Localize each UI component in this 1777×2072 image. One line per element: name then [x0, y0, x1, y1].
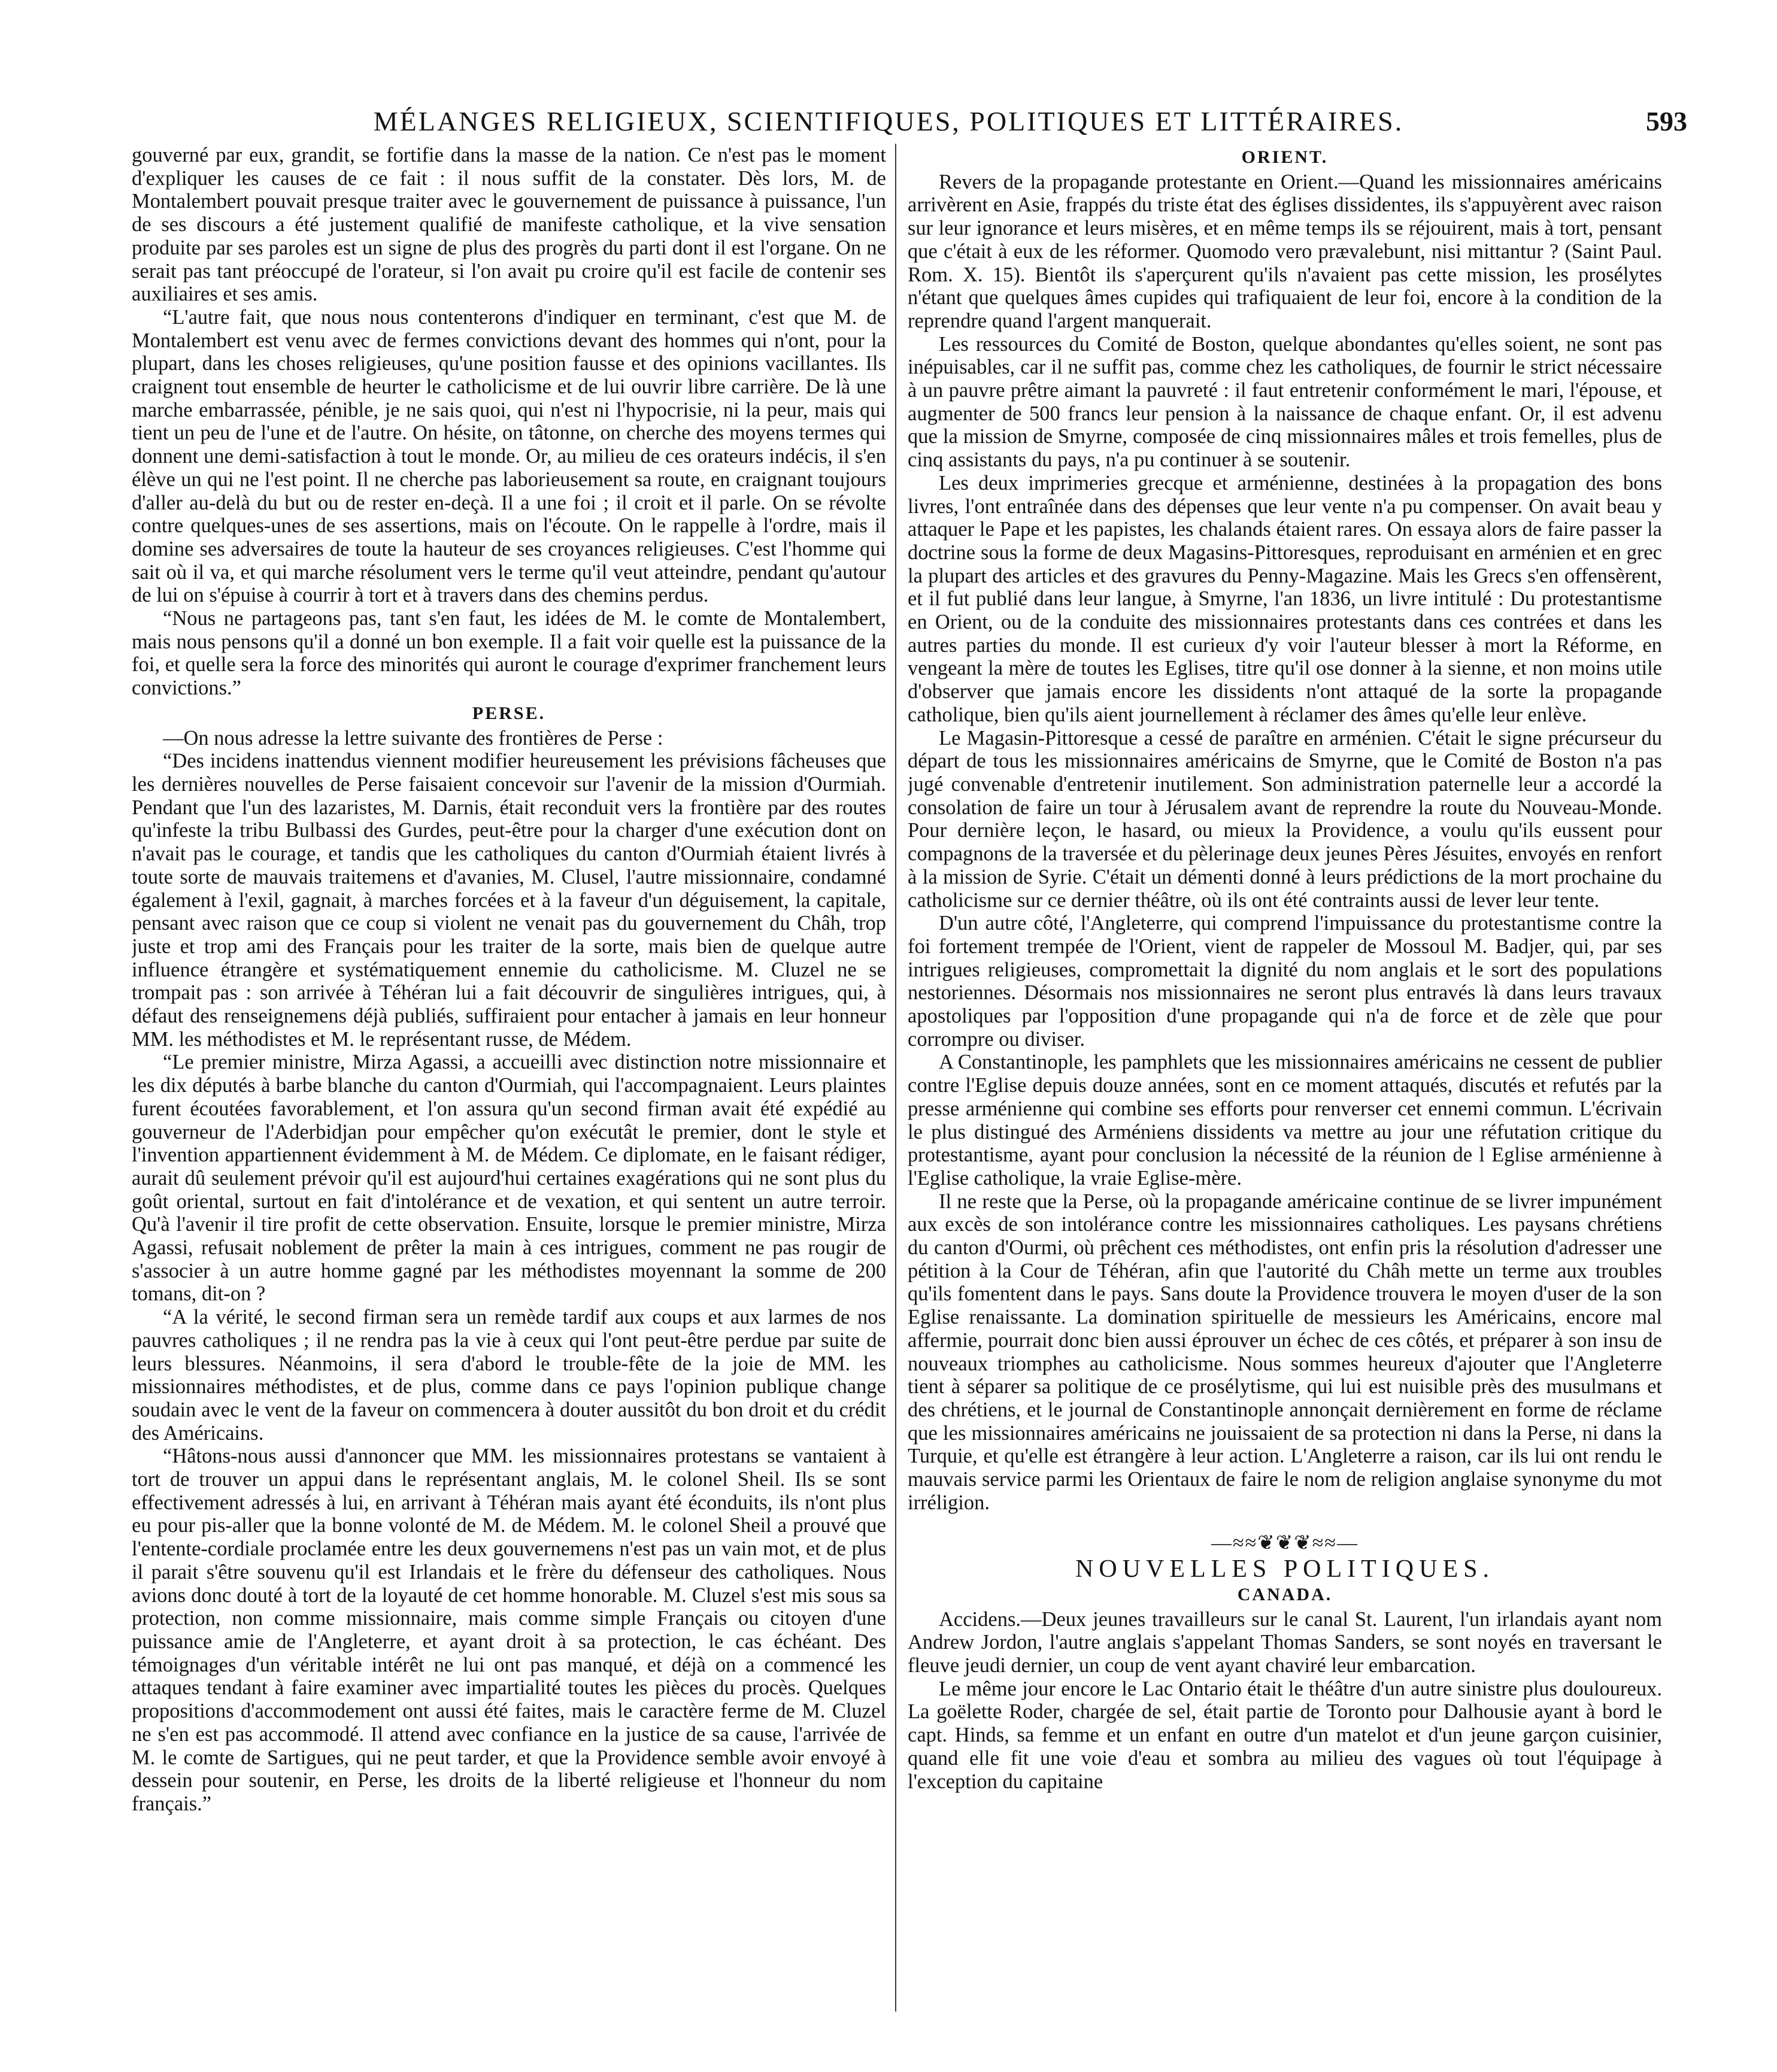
- section-heading-orient: ORIENT.: [1241, 147, 1329, 167]
- paragraph: “Nous ne partageons pas, tant s'en faut, les idées de M. le comte de Montalembert, mais nous pensons qu'il a donné un bon exemple. Il a fait voir quelle est la puissance de la foi, et quelle sera la force des minorités qui auront le courage d'exprimer franchement leurs convictions.”: [132, 607, 886, 700]
- paragraph: “L'autre fait, que nous nous contenterons d'indiquer en terminant, c'est que M. de Montalembert est venu avec de fermes convictions devant des hommes qui n'ont, pour la plupart, dans les choses religieuses, qu'une position fausse et des opinions vacillantes. Ils craignent tout ensemble de heurter le catholicisme et de lui ouvrir libre carrière. De là une marche embarrassée, pénible, je ne sais quoi, qui n'est ni l'hypocrisie, ni la peur, mais qui tient un peu de l'une et de l'autre. On hésite, on tâtonne, on cherche des moyens termes qui donnent une demi-satisfaction à tout le monde. Or, au milieu de ces orateurs indécis, il s'en élève un qui ne l'est point. Il ne cherche pas laborieusement sa route, en craignant toujours d'aller au-delà du but ou de rester en-deçà. Il a une foi ; il croit et il parle. On se révolte contre quelques-unes de ses assertions, mais on l'écoute. On le rappelle à l'ordre, mais il domine ses adversaires de toute la hauteur de ses croyances religieuses. C'est l'homme qui sait où il va, et qui marche résolument vers le terme qu'il veut atteindre, pendant qu'autour de lui on s'épuise à courrir à tort et à travers dans des chemins perdus.: [132, 305, 886, 607]
- ornament-divider: —≈≈❦❦❦≈≈—: [1211, 1532, 1359, 1555]
- right-column: [908, 144, 1662, 2047]
- page-number: 593: [1646, 106, 1687, 136]
- paragraph: —On nous adresse la lettre suivante des frontières de Perse :: [163, 726, 663, 750]
- section-heading-canada: CANADA.: [1237, 1584, 1333, 1604]
- paragraph: Il ne reste que la Perse, où la propagande américaine continue de se livrer impunément aux excès de son intolérance contre les missionnaires catholiques. Les paysans chrétiens du canton d'Ourmi, où prêchent ces méthodistes, ont enfin pris la résolution d'adresser une pétition à la Cour de Téhéran, afin que l'autorité du Châh mette un terme aux troubles qu'ils fomentent dans le pays. Sans doute la Providence trouvera le moyen d'user de la son Eglise renaissante. La domination spirituelle de messieurs les Américains, encore mal affermie, pourrait donc bien aussi éprouver un échec de ces côtés, et préparer à son insu de nouveaux triomphes au catholicisme. Nous sommes heureux d'ajouter que l'Angleterre tient à séparer sa politique de ce prosélytisme, qui lui est nuisible près des musulmans et des chrétiens, et le journal de Constantinople annonçait dernièrement en forme de réclame que les missionnaires américains ne jouissaient de sa protection ni dans la Perse, ni dans la Turquie, et qu'elle est étrangère à leur action. L'Angleterre a raison, car ils lui ont rendu le mauvais service parmi les Orientaux de faire le nom de religion anglaise synonyme du mot irréligion.: [908, 1190, 1662, 1514]
- paragraph: Accidens.—Deux jeunes travailleurs sur le canal St. Laurent, l'un irlandais ayant nom Andrew Jordon, l'autre anglais s'appelant Thomas Sanders, se sont noyés en traversant le fleuve jeudi dernier, un coup de vent ayant chaviré leur embarcation.: [908, 1607, 1662, 1677]
- paragraph: Revers de la propagande protestante en Orient.—Quand les missionnaires américains arrivèrent en Asie, frappés du triste état des églises dissidentes, ils s'appuyèrent avec raison sur leur ignorance et leurs misères, et en même temps ils se réjouirent, mais à tort, pensant que c'était à eux de les réformer. Quomodo vero prævalebunt, nisi mittantur ? (Saint Paul. Rom. X. 15). Bientôt ils s'aperçurent qu'ils n'avaient pas cette mission, les prosélytes n'étant que quelques âmes cupides qui trafiquaient de leur foi, encore à la condition de la reprendre quand l'argent manquerait.: [908, 170, 1662, 332]
- paragraph: Les ressources du Comité de Boston, quelque abondantes qu'elles soient, ne sont pas inépuisables, car il ne suffit pas, comme chez les catholiques, de fournir le strict nécessaire à un pauvre prêtre aimant la pauvreté : il faut entretenir conformément le mari, l'épouse, et augmenter de 500 francs leur pension à la naissance de chaque enfant. Or, il est advenu que la mission de Smyrne, composée de cinq missionnaires mâles et trois femelles, plus de cinq assistants du pays, n'a pu continuer à se soutenir.: [908, 332, 1662, 472]
- news-section-title: NOUVELLES POLITIQUES.: [1075, 1555, 1494, 1583]
- paragraph: “Le premier ministre, Mirza Agassi, a accueilli avec distinction notre missionnaire et les dix députés à barbe blanche du canton d'Ourmiah, qui l'accompagnaient. Leurs plaintes furent écoutées favorablement, et l'on assura qu'un second firman avait été expédié au gouverneur de l'Aderbidjan pour empêcher qu'on exécutât le premier, dont le style et l'invention appartiennent évidemment à M. de Médem. Ce diplomate, en le faisant rédiger, aurait dû seulement prévoir qu'il est aujourd'hui certaines exagérations qui ne sont plus du goût oriental, surtout en fait d'intolérance et de vexation, et qui sentent un autre terroir. Qu'à l'avenir il tire profit de cette observation. Ensuite, lorsque le premier ministre, Mirza Agassi, refusait noblement de prêter la main à ces intrigues, comment ne pas rougir de s'associer à un autre homme gagné par les méthodistes moyennant la somme de 200 tomans, dit-on ?: [132, 1051, 886, 1306]
- paragraph: “Des incidens inattendus viennent modifier heureusement les prévisions fâcheuses que les dernières nouvelles de Perse faisaient concevoir sur l'avenir de la mission d'Ourmiah. Pendant que l'un des lazaristes, M. Darnis, était reconduit vers la frontière par des routes qu'infeste la tribu Bulbassi des Gurdes, peut-être pour la charger d'une exécution dont on n'avait pas le courage, et tandis que les catholiques du canton d'Ourmiah étaient livrés à toute sorte de mauvais traitemens et d'avanies, M. Clusel, l'autre missionnaire, condamné également à l'exil, gagnait, à marches forcées et à la faveur d'un déguisement, la capitale, pensant avec raison que ce coup si violent ne venait pas du gouvernement du Châh, trop juste et trop ami des Français pour les traiter de la sorte, mais bien de quelque autre influence étrangère et systématiquement ennemie du catholicisme. M. Cluzel ne se trompait pas : son arrivée à Téhéran lui a fait découvrir de singulières intrigues, qui, à défaut des renseignemens déjà publiés, suffiraient pour entacher à jamais en leur honneur MM. les méthodistes et M. le représentant russe, de Médem.: [132, 750, 886, 1051]
- running-title: MÉLANGES RELIGIEUX, SCIENTIFIQUES, POLITIQUES ET LITTÉRAIRES.: [373, 106, 1404, 136]
- page-header: [90, 105, 1687, 141]
- paragraph: Les deux imprimeries grecque et arménienne, destinées à la propagation des bons livres, l'ont entraînée dans des dépenses que leur vente n'a pu compenser. On avait beau y attaquer le Pape et les papistes, les chalands étaient rares. On essaya alors de faire passer la doctrine sous la forme de deux Magasins-Pittoresques, reproduisant en arménien et en grec la plupart des articles et des gravures du Penny-Magazine. Mais les Grecs s'en offensèrent, et il fut publié dans leur langue, à Smyrne, l'an 1836, un livre intitulé : Du protestantisme en Orient, ou de la conduite des missionnaires protestants dans ces contrées et dans les autres parties du monde. Il est curieux d'y voir l'auteur blesser à mort la Réforme, en vengeant la mère de toutes les Eglises, titre qu'il ose donner à la sienne, et non moins utile d'observer que jamais encore les dissidents n'ont attaqué de la sorte la propagande catholique, bien qu'ils aient journellement à réclamer des âmes qu'elle leur enlève.: [908, 471, 1662, 726]
- column-divider: [895, 144, 896, 2012]
- paragraph: “Hâtons-nous aussi d'annoncer que MM. les missionnaires protestans se vantaient à tort de trouver un appui dans le représentant anglais, M. le colonel Sheil. Ils se sont effectivement adressés à lui, en arrivant à Téhéran mais ayant été éconduits, ils n'ont plus eu pour pis-aller que la bonne volonté de M. de Médem. M. le colonel Sheil a prouvé que l'entente-cordiale proclamée entre les deux gouvernemens n'est pas un vain mot, et de plus il parait s'être souvenu qu'il est Irlandais et le frère du défenseur des catholiques. Nous avions donc douté à tort de la loyauté de cet homme honorable. M. Cluzel s'est mis sous sa protection, non comme missionnaire, mais comme simple Français ou citoyen d'une puissance amie de l'Angleterre, et ayant droit à sa protection, le cas échéant. Des témoignages d'un véritable intérêt ne lui ont pas manqué, et déjà on a commencé les attaques tendant à faire examiner avec impartialité toutes les pièces du procès. Quelques propositions d'accommodement ont aussi été faites, mais le caractère ferme de M. Cluzel ne s'en est pas accommodé. Il attend avec confiance en la justice de sa cause, l'arrivée de M. le comte de Sartigues, qui ne peut tarder, et que la Providence semble avoir envoyé à dessein pour soutenir, en Perse, les droits de la liberté religieuse et l'honneur du nom français.”: [132, 1445, 886, 1815]
- paragraph: D'un autre côté, l'Angleterre, qui comprend l'impuissance du protestantisme contre la foi fortement trempée de l'Orient, vient de rappeler de Mossoul M. Badjer, qui, par ses intrigues religieuses, compromettait la dignité du nom anglais et le sort des populations nestoriennes. Désormais nos missionnaires ne seront plus entravés là dans leurs travaux apostoliques par l'opposition d'une propagande qui n'a de force et de zèle que pour corrompre ou diviser.: [908, 912, 1662, 1051]
- left-column: [132, 144, 886, 2047]
- paragraph: “A la vérité, le second firman sera un remède tardif aux coups et aux larmes de nos pauvres catholiques ; il ne rendra pas la vie à ceux qui l'ont peut-être perdue par suite de leurs blessures. Néanmoins, il sera d'abord le trouble-fête de la joie de MM. les missionnaires méthodistes, et de plus, comme dans ce pays l'opinion publique change soudain avec le vent de la faveur on commencera à douter aussitôt du bon droit et du crédit des Américains.: [132, 1306, 886, 1445]
- paragraph: Le même jour encore le Lac Ontario était le théâtre d'un autre sinistre plus douloureux. La goëlette Roder, chargée de sel, était partie de Toronto pour Dalhousie ayant à bord le capt. Hinds, sa femme et un enfant en outre d'un matelot et d'un jeune garçon cuisinier, quand elle fit une voie d'eau et sombra au milieu des vagues où tout l'équipage à l'exception du capitaine: [908, 1677, 1662, 1793]
- paragraph: gouverné par eux, grandit, se fortifie dans la masse de la nation. Ce n'est pas le moment d'expliquer les causes de ce fait : il nous suffit de la constater. Dès lors, M. de Montalembert pouvait presque traiter avec le gouvernement de puissance à puissance, l'un de ses discours a été justement qualifié de manifeste catholique, et la vive sensation produite par ses paroles est un signe de plus des progrès du parti dont il est l'organe. On ne serait pas tant préoccupé de l'orateur, si l'on avait pu croire qu'il est facile de contenir ses auxiliaires et ses amis.: [132, 144, 886, 306]
- paragraph: A Constantinople, les pamphlets que les missionnaires américains ne cessent de publier contre l'Eglise depuis douze années, sont en ce moment attaqués, discutés et refutés par la presse arménienne qui combine ses efforts pour renverser cet ennemi commun. L'écrivain le plus distingué des Arméniens dissidents va mettre au jour une réfutation critique du protestantisme, ayant pour conclusion la nécessité de la réunion de l Eglise arménienne à l'Eglise catholique, la vraie Eglise-mère.: [908, 1051, 1662, 1190]
- paragraph: Le Magasin-Pittoresque a cessé de paraître en arménien. C'était le signe précurseur du départ de tous les missionnaires américains de Smyrne, que le Comité de Boston n'a pas jugé convenable d'entretenir inutilement. Son administration paternelle leur a accordé la consolation de faire un tour à Jérusalem avant de reprendre la route du Nouveau-Monde. Pour dernière leçon, le hasard, ou mieux la Providence, a voulu qu'ils eussent pour compagnons de la traversée et du pèlerinage deux jeunes Pères Jésuites, envoyés en renfort à la mission de Syrie. C'était un démenti donné à leurs prédictions de la mort prochaine du catholicisme sur ce dernier théâtre, où ils ont été contraints aussi de lever leur tente.: [908, 726, 1662, 912]
- section-heading-perse: PERSE.: [472, 703, 546, 723]
